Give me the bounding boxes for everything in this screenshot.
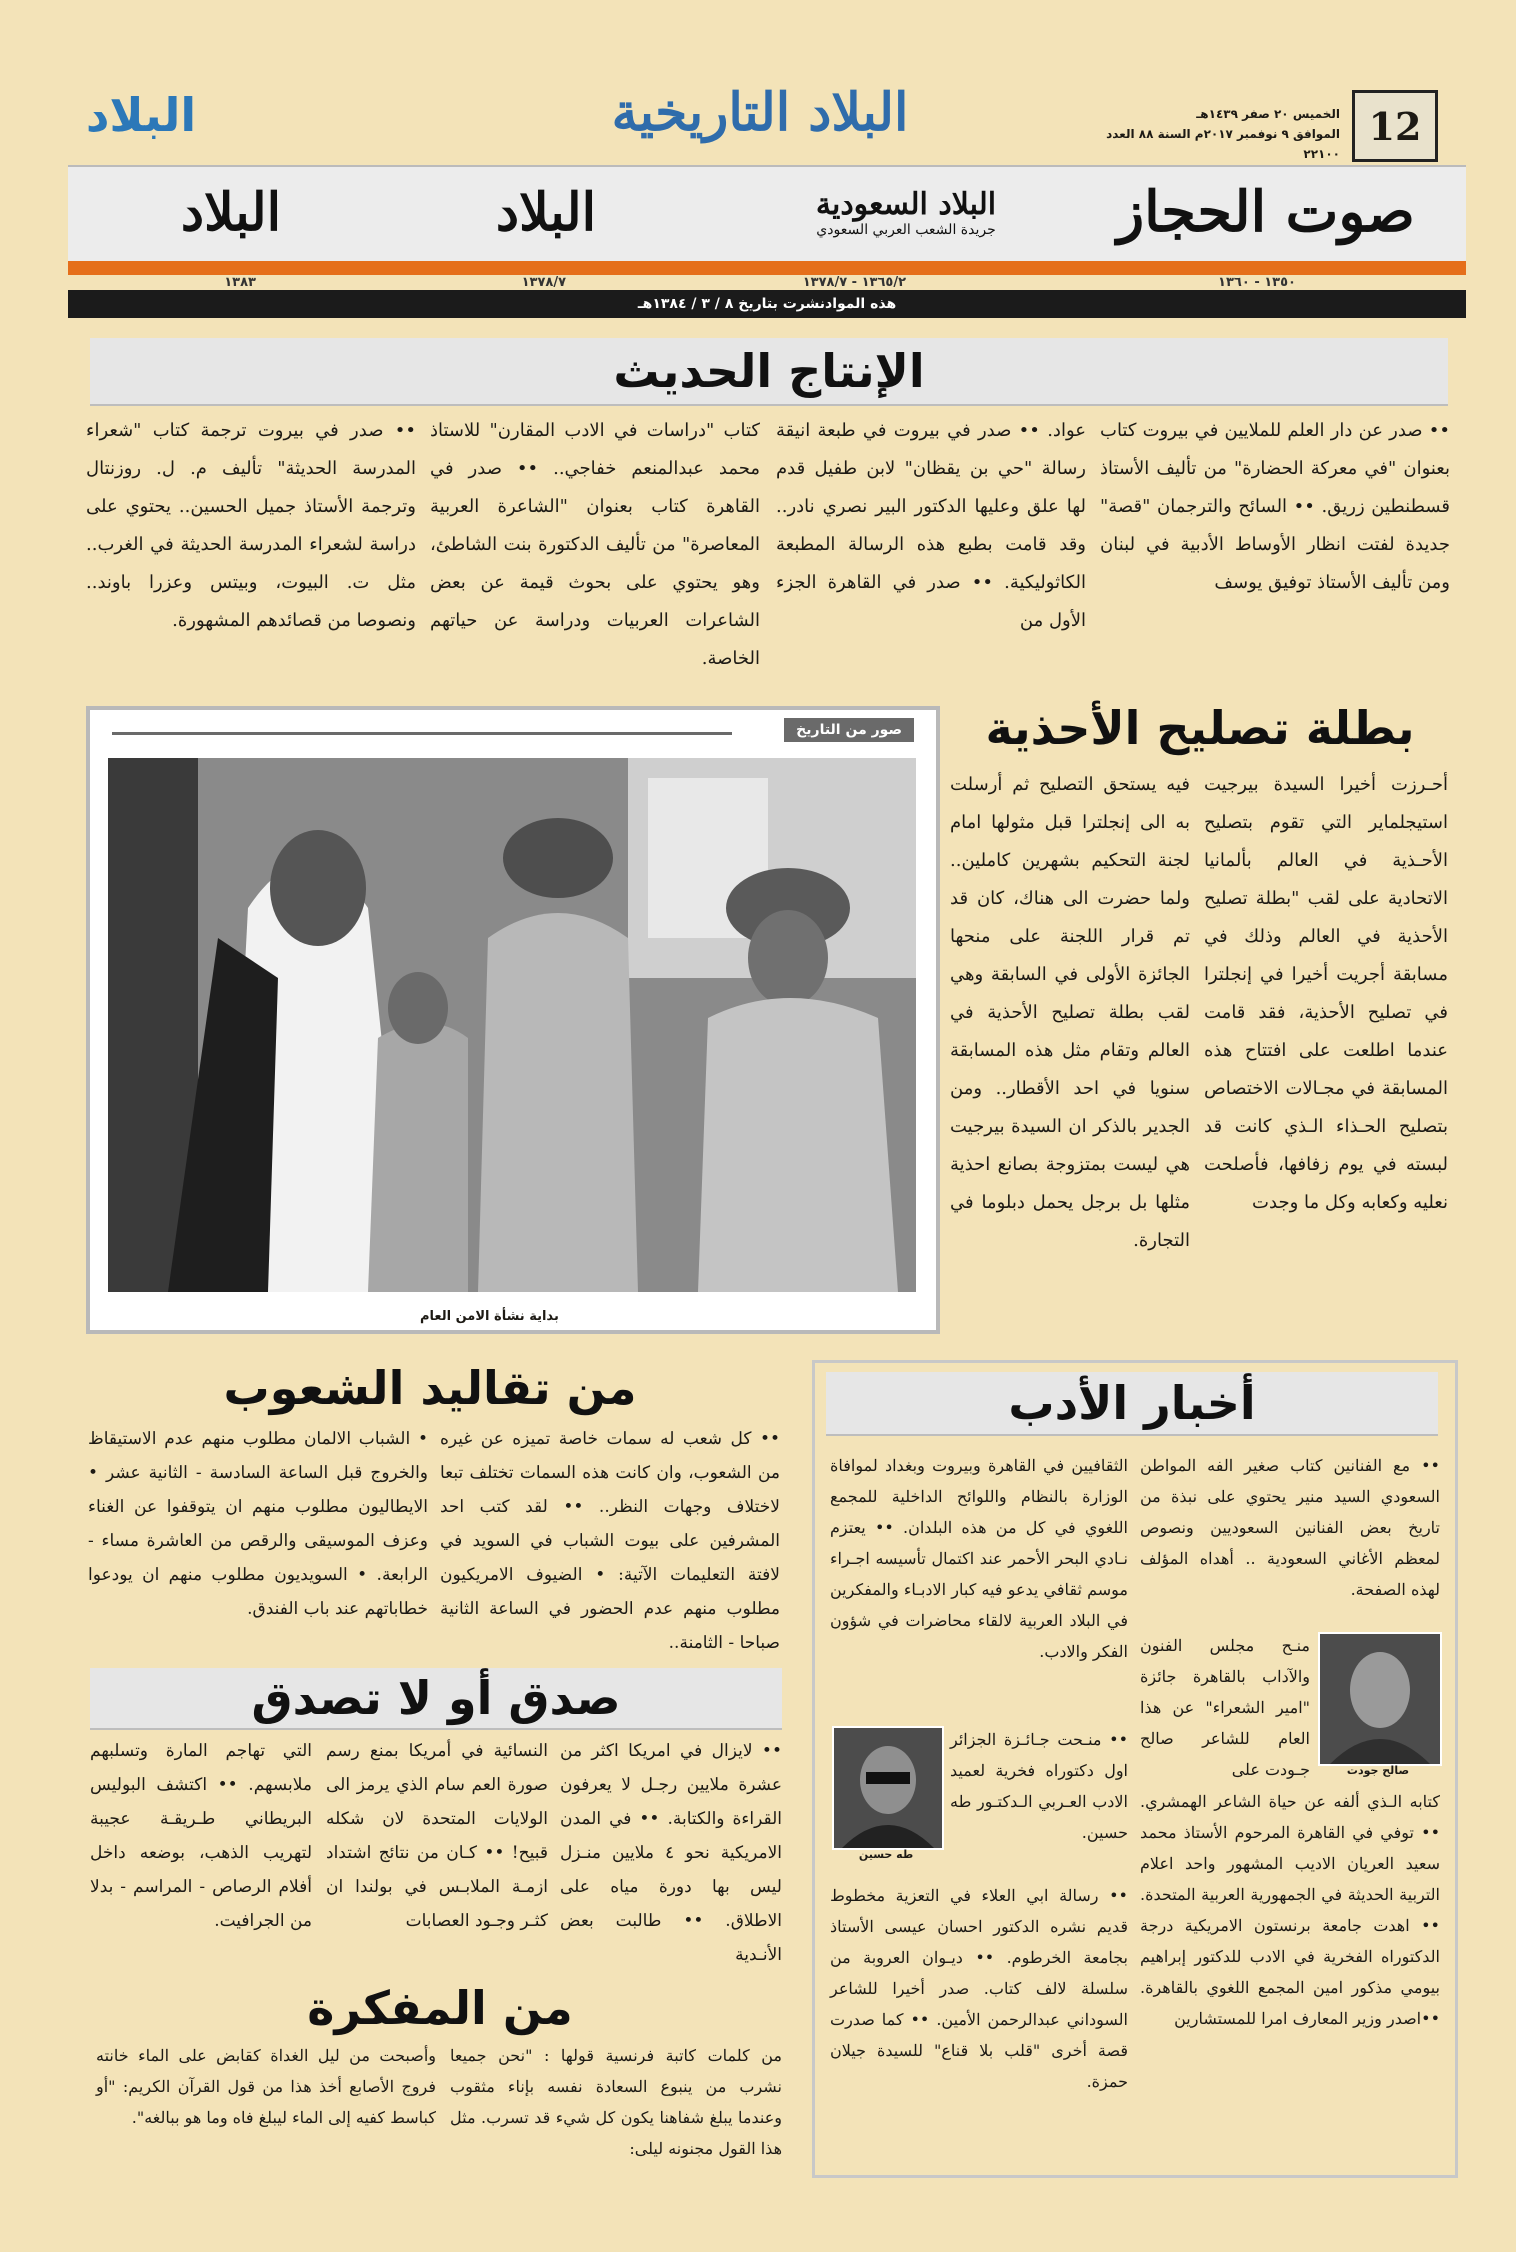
shoe-repair-title: بطلة تصليح الأحذية xyxy=(985,701,1415,755)
notebook-col-2: وأصبحت من ليل الغداة كقابض على الماء خانته فروج الأصابع أخذ هذا من قول القرآن الكريم: "أو كباسط كفيه إلى الماء ليبلغ فاه وما هو ببالغه". xyxy=(96,2046,436,2127)
literature-news-title: أخبار الأدب xyxy=(826,1372,1438,1436)
literature-news-col-left-beside-photo: •• منـحت جـائـزة الجزائر اول دكتوراه فخرية لعميد الادب العـربي الـدكتـور طه حسين. xyxy=(950,1730,1128,1842)
portrait-caption-taha-hussein: طه حسين xyxy=(858,1848,914,1861)
traditions-col-2: • الشباب الالمان مطلوب منهم عدم الاستيقاظ والخروج قبل الساعة السادسة - الثانية عشر • الايطاليون مطلوب منهم ان يتوقفوا عن الغناء وعزف الموسيقى والرقص من العاشرة مساء - الرابعة. • السويديون مطلوب منهم ان يودعوا خطاباتهم عند باب الفندق. xyxy=(88,1429,428,1619)
brand-logo: البلاد xyxy=(85,88,197,142)
traditions-title: من تقاليد الشعوب xyxy=(223,1361,637,1415)
modern-production-col-1: •• صدر عن دار العلم للملايين في بيروت كتاب بعنوان "في معركة الحضارة" من تأليف الأستاذ قسطنطين زريق. •• السائح والترجمان "قصة" جديدة لفتت انظار الأوساط الأدبية في لبنان ومن تأليف الأستاذ توفيق يوسف xyxy=(1100,420,1450,593)
photo-tag: صور من التاريخ xyxy=(784,718,914,742)
literature-news-col-right-tail: كتابه الـذي ألفه عن حياة الشاعر الهمشري. •• توفي في القاهرة المرحوم الأستاذ محمد سعيد العريان الاديب المشهور واحد اعلام التربية الحديثة في الجمهورية العربية المتحدة. •• اهدت جامعة برنستون الامريكية درجة الدكتوراه الفخرية في الادب للدكتور إبراهيم بيومي مذكور امين المجمع اللغوي بالقاهرة. ••اصدر وزير المعارف امرا للمستشارين xyxy=(1140,1792,1440,2028)
photo-illustration xyxy=(108,758,916,1292)
portrait-taha-hussein xyxy=(832,1726,944,1850)
modern-production-col-4: •• صدر في بيروت ترجمة كتاب "شعراء المدرسة الحديثة" تأليف م. ل. روزنتال وترجمة الأستاذ جميل الحسين.. يحتوي على دراسة لشعراء المدرسة الحديثة في الغرب.. مثل ت. البيوت، وبيتس وعزرا باوند.. ونصوصا من قصائدهم المشهورة. xyxy=(86,420,416,631)
modern-production-col-2: عواد. •• صدر في بيروت في طبعة انيقة رسالة "حي بن يقظان" لابن طفيل قدم لها علق وعليها الدكتور البير نصري نادر.. وقد قامت بطبع هذه الرسالة المطبعة الكاثوليكية. •• صدر في القاهرة الجزء الأول من xyxy=(776,420,1086,631)
photo-caption: بداية نشأة الامن العام xyxy=(420,1309,559,1324)
traditions-col-1: •• كل شعب له سمات خاصة تميزه عن غيره من الشعوب، وان كانت هذه السمات تختلف تبعا لاختلاف وجهات النظر.. •• لقد كتب احد المشرفين على بيوت الشباب في السويد في لافتة التعليمات الآتية: • الضيوف الامريكيون مطلوب منهم عدم الحضور في الساعة الثانية صباحا - الثامنة.. xyxy=(440,1429,780,1653)
issue-date xyxy=(1090,104,1340,164)
historic-photo-frame xyxy=(86,706,940,1334)
believe-it-col-2: النسائية في أمريكا بمنع رسم صورة العم سام الذي يرمز الى الولايات المتحدة لان شكله قبيح! •• كـان من نتائج اشتداد ازمـة الملابـس في بولندا ان كثـر وجـود العصابات xyxy=(326,1741,548,1931)
shoe-repair-col-2: فيه يستحق التصليح ثم أرسلت به الى إنجلترا قبل مثولها امام لجنة التحكيم بشهرين كاملين.. ولما حضرت الى هناك، كان قد تم قرار اللجنة على منحها الجائزة الأولى في السابقة وهي لقب بطلة تصليح الأحذية في العالم وتقام مثل هذه المسابقة سنويا في احد الأقطار.. ومن الجدير بالذكر ان السيدة بيرجيت هي ليست بمتزوجة بصانع احذية مثلها بل برجل يحمل دبلوما في التجارة. xyxy=(950,774,1190,1251)
notebook-col-1: من كلمات كاتبة فرنسية قولها : "نحن جميعا نشرب من ينبوع السعادة نفسه بإناء مثقوب وعندما يبلغ شفاهنا يكون كل شيء قد تسرب. مثل هذا القول مجنونه ليلى: xyxy=(450,2046,782,2158)
believe-it-col-1: •• لايزال في امريكا اكثر من عشرة ملايين رجـل لا يعرفون القراءة والكتابة. •• في المدن الامريكية نحو ٤ ملايين منـزل ليس بها دورة مياه على الاطلاق. •• طالبت بعض الأنـدية xyxy=(560,1741,782,1965)
section-masthead: البلاد التاريخية xyxy=(611,81,909,143)
masthead-albilad-alsaudiya: البلاد السعودية جريدة الشعب العربي السعودي xyxy=(815,186,997,238)
believe-it-col-3: التي تهاجم المارة وتسلبهم ملابسهم. •• اكتشف البوليس البريطاني طـريقـة عجيبة لتهريب الذهب، بوضعه داخل أفلام الرصاص - المراسم - بدلا من الجرافيت. xyxy=(90,1741,312,1931)
page-number: 12 xyxy=(1352,90,1438,162)
literature-news-col-left: الثقافيين في القاهرة وبيروت وبغداد لموافاة الوزارة بالنظام واللوائح الداخلية للمجمع اللغوي في كل من هذه البلدان. •• يعتزم نـادي البحر الأحمر عند اكتمال تأسيسه اجـراء موسم ثقافي يدعو فيه كبار الادبـاء والمفكرين في البلاد العربية لالقاء محاضرات في شؤون الفكر والادب. xyxy=(830,1456,1128,1661)
believe-it-title: صدق أو لا تصدق xyxy=(90,1668,782,1730)
date-line-hijri: الخميس ٢٠ صفر ١٤٣٩هـ xyxy=(1196,107,1340,121)
publish-date-note: هذه الموادنشرت بتاريخ ٨ / ٣ / ١٣٨٤هـ xyxy=(68,290,1466,318)
historic-photo xyxy=(108,758,916,1292)
shoe-repair-col-1: أحـرزت أخيرا السيدة بيرجيت استيجلماير التي تقوم بتصليح الأحـذية في العالم بألمانيا الاتحادية على لقب "بطلة تصليح الأحذية في العالم وذلك في مسابقة أجريت أخيرا في إنجلترا في تصليح الأحذية، فقد قامت عندما اطلعت على افتتاح هذه المسابقة في مجـالات الاختصاص بتصليح الحـذاء الـذي كانت قد لبسته في يوم زفافها، فأصلحت نعليه وكعابه وكل ما وجدت xyxy=(1204,774,1448,1213)
literature-news-col-left-tail: •• رسالة ابي العلاء في التعزية مخطوط قديم نشره الدكتور احسان عيسى الأستاذ بجامعة الخرطوم. •• ديـوان العروبة من سلسلة لالف كتاب. صدر أخيرا للشاعر السوداني عبدالرحمن الأمين. •• كما صدرت قصة أخرى "قلب بلا قناع" للسيدة جيلان حمزة. xyxy=(830,1886,1128,2091)
portrait-illustration xyxy=(834,1728,942,1848)
masthead-years: ١٣٥٠ - ١٣٦٠ ١٣٦٥/٢ - ١٣٧٨/٧ ١٣٧٨/٧ ١٣٨٣ xyxy=(224,275,1296,290)
literature-news-col-right-beside-photo: منـح مجلس الفنون والآداب بالقاهرة جائزة "امير الشعراء" عن هذا العام للشاعر صالح جـودت على xyxy=(1140,1636,1310,1779)
literature-news-col-right: •• مع الفنانين كتاب صغير الفه المواطن السعودي السيد منير يحتوي على نبذة من تاريخ بعض الفنانين السعوديين ونصوص لمعظم الأغاني السعودية .. أهداه المؤلف لهذه الصفحة. xyxy=(1140,1456,1440,1599)
modern-production-col-3: كتاب "دراسات في الادب المقارن" للاستاذ محمد عبدالمنعم خفاجي.. •• صدر في القاهرة كتاب بعنوان "الشاعرة العربية المعاصرة" من تأليف الدكتورة بنت الشاطئ، وهو يحتوي على بحوث قيمة عن بعض الشاعرات العربيات ودراسة عن حياتهم الخاصة. xyxy=(430,420,760,669)
portrait-saleh-jawdat xyxy=(1318,1632,1442,1766)
masthead-sawt-alhijaz: صوت الحجاز xyxy=(1117,179,1415,245)
photo-rule xyxy=(112,732,732,735)
masthead-albilad-1383: البلاد xyxy=(180,181,282,243)
masthead-albilad-1378: البلاد xyxy=(495,181,597,243)
portrait-illustration xyxy=(1320,1634,1440,1764)
historic-mastheads-strip xyxy=(68,165,1466,263)
portrait-caption-saleh-jawdat: صالح جودت xyxy=(1346,1764,1410,1777)
date-line-gregorian: الموافق ٩ نوفمبر ٢٠١٧م السنة ٨٨ العدد ٢٢١٠٠ xyxy=(1106,127,1340,161)
notebook-title: من المفكرة xyxy=(307,1981,573,2035)
orange-divider xyxy=(68,261,1466,275)
modern-production-title: الإنتاج الحديث xyxy=(90,338,1448,406)
